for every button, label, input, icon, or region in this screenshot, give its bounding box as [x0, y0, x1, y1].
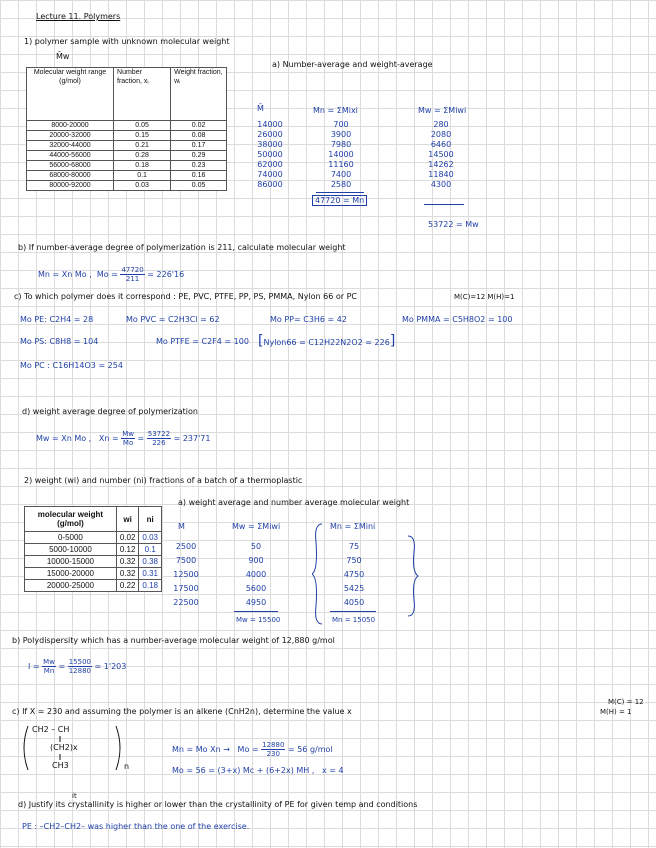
- q1-part-d-work: Mw = Xn Mo , Xn = $\frac{Mw}{Mo}$ = $\frac{53722}{226} = 237'71$: [36, 430, 211, 447]
- q2-calc-header-m: M: [178, 522, 185, 531]
- structure-side-chain: (CH2)x: [50, 743, 78, 752]
- numerator: 15500: [68, 658, 91, 666]
- value: 4950: [245, 598, 267, 607]
- value: 7500: [175, 556, 197, 565]
- value: 4000: [245, 570, 267, 579]
- cell: 5000-10000: [25, 544, 117, 556]
- numerator: Mw: [122, 430, 134, 438]
- denominator: 230: [266, 750, 280, 758]
- header-number-fraction: Number fraction, xᵢ: [114, 68, 171, 121]
- value: 4750: [343, 570, 365, 579]
- q2-part-c-fraction: [261, 741, 285, 758]
- q2-data-table: [24, 506, 162, 592]
- q2-brace-decoration: [312, 522, 422, 626]
- value: 900: [248, 556, 264, 565]
- page-title: Lecture 11. Polymers: [36, 12, 121, 21]
- cell: 0.32: [116, 568, 139, 580]
- value: 14262: [428, 160, 454, 169]
- cell: 0.23: [171, 161, 227, 171]
- cell: 15000-20000: [25, 568, 117, 580]
- q2-col-m: [166, 540, 206, 610]
- q2-mn-total: Mn = 15050: [332, 616, 376, 624]
- q1-part-c-question: c) To which polymer does it correspond : PE, PVC, PTFE, PP, PS, PMMA, Nylon 66 or PC: [14, 292, 358, 301]
- value: 2500: [175, 542, 197, 551]
- value: 2580: [330, 180, 352, 189]
- cell: 44000-56000: [27, 151, 114, 161]
- cell: 20000-25000: [25, 580, 117, 592]
- cell: 0.03: [114, 181, 171, 191]
- value: 26000: [257, 130, 283, 139]
- q1-part-b-fraction: [120, 266, 144, 283]
- table-header-row: [27, 68, 227, 121]
- q1-col-mw: [418, 120, 464, 190]
- q2-mw-sum-rule: [234, 611, 278, 612]
- q1-mw-total: 53722 = Mw: [428, 220, 479, 229]
- q1-calc-header-m: M̄: [257, 104, 264, 113]
- value: 280: [433, 120, 449, 129]
- table-row: [25, 580, 162, 592]
- q1-mo-pp: Mo PP= C3H6 = 42: [270, 315, 347, 324]
- table-row: [27, 171, 227, 181]
- value: 7400: [330, 170, 352, 179]
- q2-part-c-eq1: [172, 741, 333, 758]
- q2-part-b-question: b) Polydispersity which has a number-average molecular weight of 12,880 g/mol: [12, 636, 335, 645]
- value: 3900: [330, 130, 352, 139]
- value: 12500: [173, 570, 199, 579]
- q2-part-a-title: a) weight average and number average molecular weight: [178, 498, 410, 507]
- header-ni: ni: [139, 507, 162, 532]
- q1-part-b-eq1: Mn = Xn Mo ,: [38, 270, 92, 279]
- q1-mo-pc: Mo PC : C16H14O3 = 254: [20, 361, 123, 370]
- value: 750: [346, 556, 362, 565]
- q1-nylon-box: [Nylon66 = C12H22N2O2 = 226]: [258, 333, 396, 349]
- cell: 68000-80000: [27, 171, 114, 181]
- q1-data-table: [26, 67, 227, 191]
- cell: 10000-15000: [25, 556, 117, 568]
- cell: 0.18: [139, 580, 162, 592]
- q2-part-b-fraction-1: [42, 658, 56, 675]
- value: 4300: [430, 180, 452, 189]
- q1-mo-pe: Mo PE: C2H4 = 28: [20, 315, 94, 324]
- cell: 0.28: [114, 151, 171, 161]
- value: 14000: [257, 120, 283, 129]
- numerator: Mw: [43, 658, 55, 666]
- q1-heading: 1) polymer sample with unknown molecular weight: [24, 37, 230, 46]
- q2-polymer-structure: [20, 722, 138, 774]
- value: 5600: [245, 584, 267, 593]
- q1-mn-total: [312, 196, 367, 206]
- structure-backbone: CH2 – CH: [32, 725, 70, 734]
- q1-part-d-question: d) weight average degree of polymerization: [22, 407, 198, 416]
- q2-part-c-eq1b: Mo =: [237, 745, 259, 754]
- cell: 0.05: [114, 121, 171, 131]
- q2-mw-total: Mw = 15500: [236, 616, 281, 624]
- q2-part-d-question: d) Justify its crystallinity is higher or lower than the crystallinity of PE for given temp and conditions: [18, 800, 418, 809]
- q2-part-c-eq1c: = 56 g/mol: [287, 745, 333, 754]
- value: 14000: [328, 150, 354, 159]
- table-header-row: [25, 507, 162, 532]
- q1-mo-pvc: Mo PVC = C2H3Cl = 62: [126, 315, 220, 324]
- value: 38000: [257, 140, 283, 149]
- header-mw-range: Molecular weight range (g/mol): [27, 68, 114, 121]
- cell: 0.16: [171, 171, 227, 181]
- cell: 8000-20000: [27, 121, 114, 131]
- cell: 0.15: [114, 131, 171, 141]
- cell: 32000-44000: [27, 141, 114, 151]
- q1-mn-sum-rule: [316, 192, 364, 193]
- cell: 0.1: [114, 171, 171, 181]
- table-row: [25, 532, 162, 544]
- q2-part-c-eq2: [172, 766, 344, 776]
- value: 5425: [343, 584, 365, 593]
- q1-part-d-eq2: Xn =: [98, 434, 119, 443]
- q1-part-d-fraction-1: [121, 430, 135, 447]
- cell: 0.02: [171, 121, 227, 131]
- q2-calc-header-mn: Mn = ΣMini: [330, 522, 376, 531]
- cell: 0.02: [116, 532, 139, 544]
- denominator: 12880: [68, 667, 91, 675]
- cell: 0.29: [171, 151, 227, 161]
- header-molecular-weight: molecular weight (g/mol): [25, 507, 117, 532]
- cell: 0.08: [171, 131, 227, 141]
- table-row: [27, 121, 227, 131]
- numerator: 12880: [262, 741, 285, 749]
- cell: 0.22: [116, 580, 139, 592]
- q2-mass-note-c: M(C) = 12: [608, 698, 644, 706]
- cell: 0.12: [116, 544, 139, 556]
- value: 14500: [428, 150, 454, 159]
- q1-part-b-result: = 226'16: [147, 270, 185, 279]
- value: 11840: [428, 170, 454, 179]
- q1-calc-header-mn: Mn = ΣMixi: [313, 106, 358, 115]
- q1-nylon-answer: Nylon66 = C12H22N2O2 = 226: [263, 338, 390, 347]
- value: 11160: [328, 160, 354, 169]
- structure-terminal: CH3: [52, 761, 69, 770]
- q2-heading: 2) weight (wi) and number (ni) fractions of a batch of a thermoplastic: [24, 476, 303, 485]
- q2-part-c-question: c) If X = 230 and assuming the polymer is an alkene (CnH2n), determine the value x: [12, 707, 352, 716]
- value: 86000: [257, 180, 283, 189]
- numerator: 47720: [121, 266, 144, 274]
- structure-repeat-n: n: [124, 762, 130, 771]
- cell: 0.17: [171, 141, 227, 151]
- table-row: [25, 544, 162, 556]
- cell: 0.18: [114, 161, 171, 171]
- table-row: [27, 181, 227, 191]
- q2-part-d-answer: PE : –CH2–CH2– was higher than the one of the exercise.: [22, 822, 250, 831]
- cell: 56000-68000: [27, 161, 114, 171]
- cell: 0-5000: [25, 532, 117, 544]
- q1-part-a-title: a) Number-average and weight-average: [272, 60, 433, 69]
- q2-col-mw: [236, 540, 276, 610]
- denominator: 211: [125, 275, 140, 283]
- q2-part-b-lhs: I =: [28, 662, 40, 671]
- value: 75: [348, 542, 360, 551]
- value: 50: [250, 542, 262, 551]
- q2-part-b-result: = 1'203: [94, 662, 127, 671]
- table-row: [27, 151, 227, 161]
- q2-part-c-eq2b: x = 4: [322, 766, 344, 775]
- q1-part-d-fraction-2: [147, 430, 171, 447]
- q1-mw-symbol: M̄w: [56, 52, 70, 61]
- q1-mn-total-value: 47720 = Mn: [312, 195, 367, 206]
- header-weight-fraction: Weight fraction, wᵢ: [171, 68, 227, 121]
- denominator: 226: [152, 439, 166, 447]
- value: 50000: [257, 150, 283, 159]
- numerator: 53722: [147, 430, 171, 438]
- cell: 80000-92000: [27, 181, 114, 191]
- cell: 0.31: [139, 568, 162, 580]
- value: 700: [333, 120, 349, 129]
- header-wi: wi: [116, 507, 139, 532]
- q2-part-d-it: it: [72, 792, 77, 800]
- q1-part-d-result: = 237'71: [173, 434, 211, 443]
- q1-calc-header-mw: Mw = ΣMiwi: [418, 106, 467, 115]
- q1-mw-sum-rule: [424, 204, 464, 205]
- cell: 0.1: [139, 544, 162, 556]
- value: 2080: [430, 130, 452, 139]
- table-row: [25, 556, 162, 568]
- cell: 0.05: [171, 181, 227, 191]
- cell: 0.32: [116, 556, 139, 568]
- value: 17500: [173, 584, 199, 593]
- q2-part-b-work: I = $\frac{Mw}{Mn}$ = $\frac{15500}{12880} = 1'203$: [28, 658, 127, 675]
- table-row: [27, 141, 227, 151]
- denominator: Mo: [122, 439, 134, 447]
- q2-calc-header-mw: Mw = ΣMiwi: [232, 522, 281, 531]
- q2-part-b-fraction-2: [68, 658, 92, 675]
- q1-part-b-eq2: Mo =: [96, 270, 118, 279]
- table-row: [25, 568, 162, 580]
- q2-part-c-eq2a: Mo = 56 = (3+x) Mc + (6+2x) MH ,: [172, 766, 315, 775]
- table-row: [27, 161, 227, 171]
- value: 6460: [430, 140, 452, 149]
- q1-mo-ps: Mo PS: C8H8 = 104: [20, 337, 99, 346]
- q1-part-d-eq1: Mw = Xn Mo ,: [36, 434, 92, 443]
- table-row: [27, 131, 227, 141]
- q1-col-m: [250, 120, 290, 190]
- q2-mass-note-h: M(H) = 1: [600, 708, 632, 716]
- cell: 20000-32000: [27, 131, 114, 141]
- value: 7980: [330, 140, 352, 149]
- value: 4050: [343, 598, 365, 607]
- q1-mo-ptfe: Mo PTFE = C2F4 = 100: [156, 337, 249, 346]
- q1-part-b-work: [38, 266, 184, 283]
- cell: 0.03: [139, 532, 162, 544]
- q1-col-mn: [318, 120, 364, 190]
- cell: 0.38: [139, 556, 162, 568]
- q1-part-c-mass-note: M(C)=12 M(H)=1: [454, 293, 515, 301]
- q2-part-c-eq1a: Mn = Mo Xn →: [172, 745, 230, 754]
- denominator: Mn: [43, 667, 55, 675]
- cell: 0.21: [114, 141, 171, 151]
- value: 22500: [173, 598, 199, 607]
- q1-part-b-question: b) If number-average degree of polymerization is 211, calculate molecular weight: [18, 243, 346, 252]
- q1-mo-pmma: Mo PMMA = C5H8O2 = 100: [402, 315, 513, 324]
- value: 74000: [257, 170, 283, 179]
- value: 62000: [257, 160, 283, 169]
